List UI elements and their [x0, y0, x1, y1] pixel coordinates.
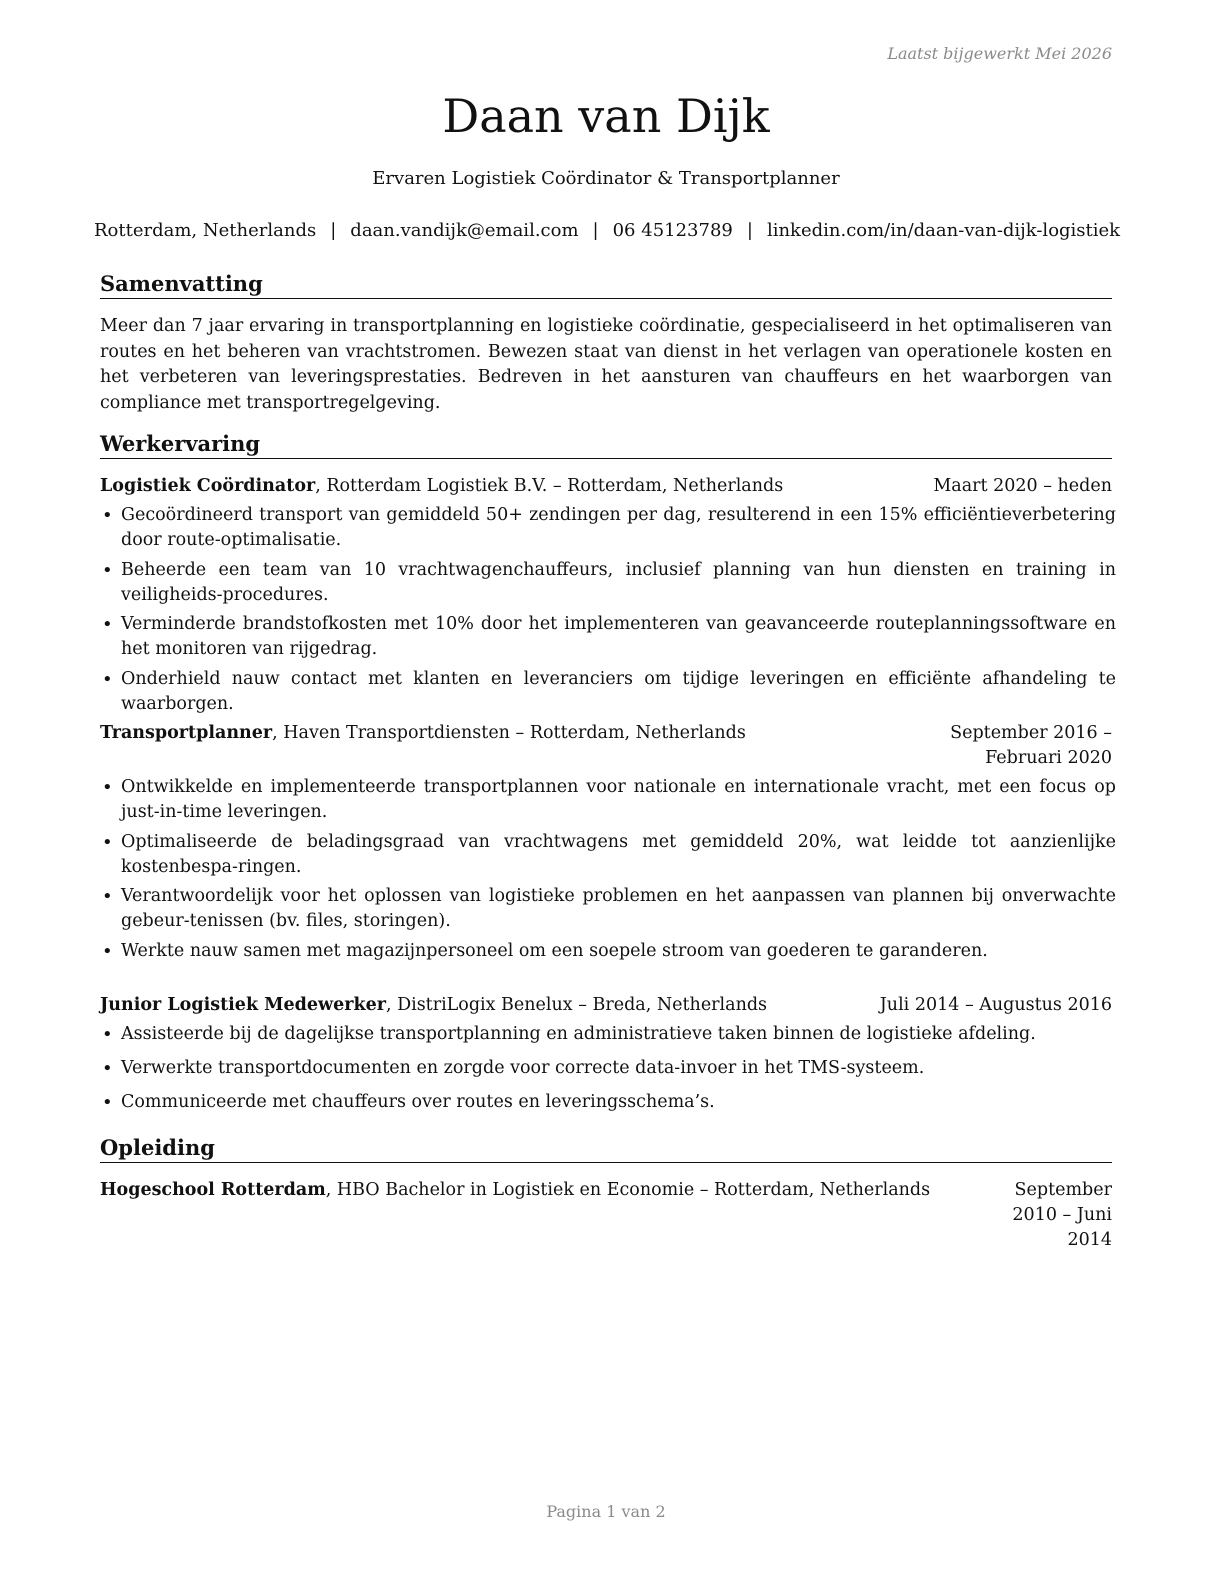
- contact-linkedin[interactable]: linkedin.com/in/daan-van-dijk-logistiek: [766, 220, 1121, 241]
- job-header: [100, 474, 1112, 499]
- job-bullet: • Assisteerde bij de dagelijkse transportplanning en administratieve taken binnen de logistieke afdeling.: [100, 1022, 1116, 1047]
- job-bullet-list: [100, 1022, 1112, 1115]
- education-heading: Opleiding: [100, 1135, 1112, 1163]
- contact-separator: |: [746, 220, 753, 241]
- job-header: [100, 721, 1112, 771]
- job-bullet: • Verminderde brandstofkosten met 10% door het implementeren van geavanceerde routeplanningssoftware en het monitoren van rijgedrag.: [100, 612, 1116, 662]
- candidate-subtitle: Ervaren Logistiek Coördinator & Transportplanner: [372, 168, 840, 189]
- contact-line: [94, 220, 1121, 241]
- job-entry: [100, 721, 1116, 968]
- job-bullet-list: [100, 503, 1116, 717]
- job-bullet: • Verwerkte transportdocumenten en zorgde voor correcte data-invoer in het TMS-systeem.: [100, 1056, 1116, 1081]
- last-updated-note: Laatst bijgewerkt Mei 2026: [887, 44, 1112, 63]
- education-header: [100, 1178, 1112, 1250]
- education-degree: , HBO Bachelor in Logistiek en Economie – Rotterdam, Netherlands: [325, 1180, 931, 1200]
- education-institution: Hogeschool Rotterdam: [100, 1180, 326, 1200]
- contact-separator: |: [330, 220, 337, 241]
- job-dates: Maart 2020 – heden: [933, 476, 1112, 496]
- job-title: Transportplanner: [100, 723, 273, 743]
- job-entry: [100, 993, 1112, 1124]
- contact-phone[interactable]: 06 45123789: [612, 220, 733, 241]
- experience-heading: Werkervaring: [100, 431, 1112, 459]
- contact-separator: |: [592, 220, 599, 241]
- job-title: Logistiek Coördinator: [100, 476, 316, 496]
- education-dates: September 2010 – Juni 2014: [1012, 1180, 1112, 1250]
- job-bullet: • Onderhield nauw contact met klanten en leveranciers om tijdige leveringen en efficiënte afhandeling te waarborgen.: [100, 667, 1116, 717]
- job-bullet: • Verantwoordelijk voor het oplossen van logistieke problemen en het aanpassen van plannen bij onverwachte gebeur-tenissen (bv. files, storingen).: [100, 884, 1116, 934]
- education-entry: [100, 1178, 1112, 1250]
- job-bullet: • Communiceerde met chauffeurs over routes en leveringsschema’s.: [100, 1090, 1116, 1115]
- resume-page: [94, 0, 1121, 1584]
- job-bullet-list: [100, 775, 1116, 964]
- page-number: Pagina 1 van 2: [546, 1502, 666, 1521]
- job-dates: September 2016 – Februari 2020: [950, 723, 1112, 768]
- job-bullet: • Beheerde een team van 10 vrachtwagenchauffeurs, inclusief planning van hun diensten en training in veiligheids-procedures.: [100, 558, 1116, 608]
- summary-text: Meer dan 7 jaar ervaring in transportplanning en logistieke coördinatie, gespecialiseerd in het optimaliseren van routes en het beheren van vrachtstromen. Bewezen staat van dienst in het verlagen van operationele kosten en het verbeteren van leveringsprestaties. Bedreven in het aansturen van chauffeurs en het waarborgen van compliance met transportregelgeving.: [100, 316, 1112, 413]
- job-dates: Juli 2014 – Augustus 2016: [879, 995, 1112, 1015]
- job-entry: [100, 474, 1116, 721]
- summary-heading: Samenvatting: [100, 271, 1112, 299]
- job-bullet: • Optimaliseerde de beladingsgraad van vrachtwagens met gemiddeld 20%, wat leidde tot aanzienlijke kostenbespa-ringen.: [100, 830, 1116, 880]
- contact-location: Rotterdam, Netherlands: [94, 220, 317, 241]
- job-bullet: • Werkte nauw samen met magazijnpersoneel om een soepele stroom van goederen te garanderen.: [100, 939, 1116, 964]
- job-title: Junior Logistiek Medewerker: [100, 995, 386, 1015]
- job-employer: , Rotterdam Logistiek B.V. – Rotterdam, Netherlands: [315, 476, 784, 496]
- job-header: [100, 993, 1112, 1018]
- job-bullet: • Ontwikkelde en implementeerde transportplannen voor nationale en internationale vracht, met een focus op just-in-time leveringen.: [100, 775, 1116, 825]
- candidate-name: Daan van Dijk: [442, 89, 770, 143]
- contact-email[interactable]: daan.vandijk@email.com: [350, 220, 579, 241]
- job-employer: , Haven Transportdiensten – Rotterdam, Netherlands: [272, 723, 746, 743]
- job-employer: , DistriLogix Benelux – Breda, Netherlands: [385, 995, 768, 1015]
- job-bullet: • Gecoördineerd transport van gemiddeld 50+ zendingen per dag, resulterend in een 15% efficiëntieverbetering door route-optimalisatie.: [100, 503, 1116, 553]
